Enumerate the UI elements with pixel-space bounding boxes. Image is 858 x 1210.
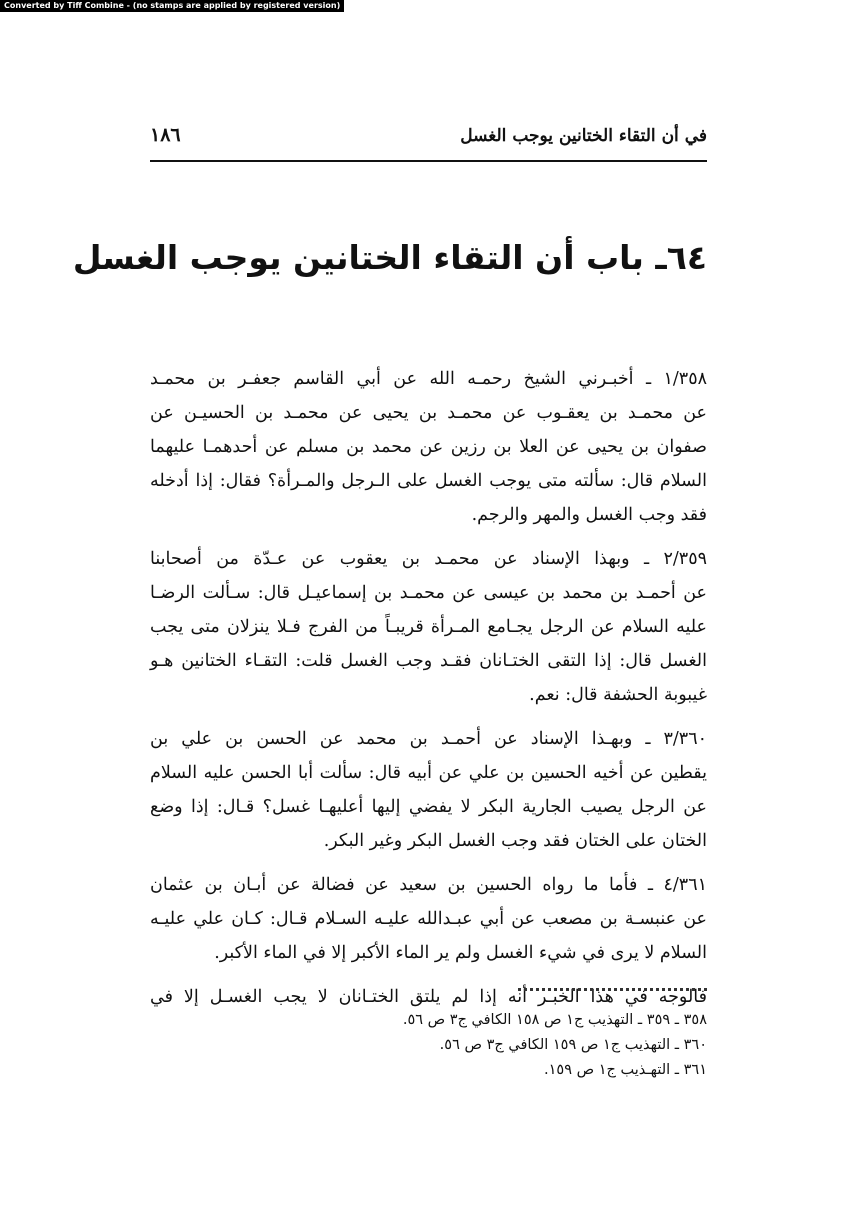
text-line: عن الرجل يصيب الجارية البكر لا يفضي إليها أعليهـا غسل؟ قـال: إذا وضع [150,797,707,817]
text-line: فقد وجب الغسل والمهر والرجم. [471,505,707,525]
text-line: الختان على الختان فقد وجب الغسل البكر وغير البكر. [323,831,707,851]
running-title: في أن التقاء الختانين يوجب الغسل [460,126,707,146]
text-line: ١/٣٥٨ ـ أخبـرني الشيخ رحمـه الله عن أبي القاسم جعفـر بن محمـد [150,369,707,389]
footnotes [150,1008,707,1083]
text-line: السلام قال: سألته متى يوجب الغسل على الـرجل والمـرأة؟ فقال: إذا أدخله [150,471,707,491]
hadith-paragraph-2 [150,542,707,712]
page-header [150,120,707,156]
footnote: ٣٦١ ـ التهـذيب ج١ ص ١٥٩. [544,1062,707,1078]
text-line: ٣/٣٦٠ ـ وبهـذا الإسناد عن أحمـد بن محمد عن الحسن بن علي بن [150,729,707,749]
text-line: صفوان بن يحيى عن العلا بن رزين عن محمد بن مسلم عن أحدهمـا عليهما [150,437,707,457]
body-text [150,362,707,1024]
text-line: عن محمـد بن يعقـوب عن محمـد بن يحيى عن محمـد بن الحسيـن عن [150,403,707,423]
text-line: يقطين عن أخيه الحسين بن علي عن أبيه قال: سألت أبا الحسن عليه السلام [150,763,707,783]
text-line: السلام لا يرى في شيء الغسل ولم ير الماء الأكبر إلا في الماء الأكبر. [214,943,707,963]
footnote: ٣٥٨ ـ ٣٥٩ ـ التهذيب ج١ ص ١٥٨ الكافي ج٣ ص ٥٦. [402,1012,707,1028]
hadith-paragraph-4 [150,868,707,970]
header-rule [150,160,707,162]
chapter-title: ٦٤ـ باب أن التقاء الختانين يوجب الغسل [72,238,707,277]
text-line: عن أحمـد بن محمد بن عيسى عن محمـد بن إسماعيـل قال: سـألت الرضـا [150,583,707,603]
text-line: فالوجه في هذا الخبـر أنه إذا لم يلتق الختـانان لا يجب الغسـل إلا في [150,987,707,1007]
text-line: عن عنبسـة بن مصعب عن أبي عبـدالله عليـه السـلام قـال: كـان علي عليـه [150,909,707,929]
footnote-separator [518,988,707,997]
text-line: غيبوبة الحشفة قال: نعم. [529,685,707,705]
hadith-paragraph-1 [150,362,707,532]
text-line: عليه السلام عن الرجل يجـامع المـرأة قريبـاً من الفرج فـلا ينزلان متى يجب [150,617,707,637]
footnote: ٣٦٠ ـ التهذيب ج١ ص ١٥٩ الكافي ج٣ ص ٥٦. [439,1037,707,1053]
converter-banner: Converted by Tiff Combine - (no stamps are applied by registered version) [0,0,344,12]
page-number: ١٨٦ [150,124,181,146]
text-line: ٢/٣٥٩ ـ وبهذا الإسناد عن محمـد بن يعقوب عن عـدّة من أصحابنا [150,549,707,569]
hadith-paragraph-3 [150,722,707,858]
text-line: ٤/٣٦١ ـ فأما ما رواه الحسين بن سعيد عن فضالة عن أبـان بن عثمان [150,875,707,895]
text-line: الغسل قال: إذا التقى الختـانان فقـد وجب الغسل قلت: التقـاء الختانين هـو [150,651,707,671]
